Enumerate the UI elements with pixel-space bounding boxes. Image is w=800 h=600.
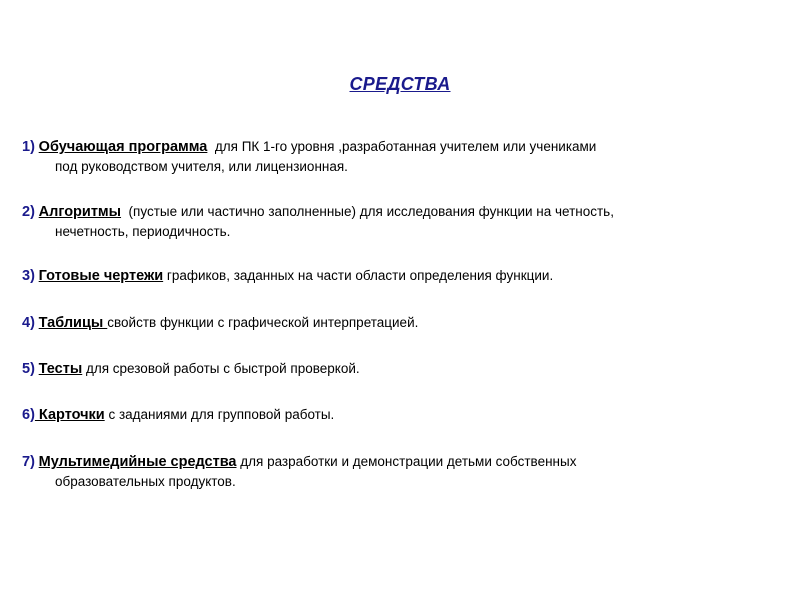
item-continuation: нечетность, периодичность. [55,224,231,239]
item-description: графиков, заданных на части области определения функции. [163,268,554,283]
item-continuation: под руководством учителя, или лицензионная. [55,159,348,174]
item-number: 5) [22,361,35,377]
item-term: Таблицы [38,315,108,331]
item-description: для разработки и демонстрации детьми собственных [236,454,577,469]
slide-title: СРЕДСТВА [349,74,451,94]
item-term: Тесты [38,361,83,377]
list-item-1 [22,137,742,177]
list-item-2 [22,202,742,242]
item-term: Готовые чертежи [38,268,164,284]
item-number: 6) [22,407,35,423]
item-continuation: образовательных продуктов. [55,474,236,489]
list-item-4 [22,313,742,333]
item-number: 2) [22,204,35,220]
item-description: свойств функции с графической интерпретацией. [107,315,419,330]
item-term: Обучающая программа [38,139,208,155]
list-item-6 [22,405,742,425]
item-number: 3) [22,268,35,284]
item-term: Карточки [34,407,105,423]
item-term: Алгоритмы [38,204,122,220]
item-term: Мультимедийные средства [38,454,237,470]
list-item-3 [22,266,742,286]
list-item-5 [22,359,742,379]
item-description: для ПК 1-го уровня ,разработанная учителем или учениками [207,139,597,154]
item-description: (пустые или частично заполненные) для исследования функции на четность, [121,204,614,219]
item-number: 4) [22,315,35,331]
list-item-7 [22,452,742,492]
item-description: с заданиями для групповой работы. [104,407,335,422]
item-number: 7) [22,454,35,470]
item-description: для срезовой работы с быстрой проверкой. [82,361,360,376]
item-number: 1) [22,139,35,155]
